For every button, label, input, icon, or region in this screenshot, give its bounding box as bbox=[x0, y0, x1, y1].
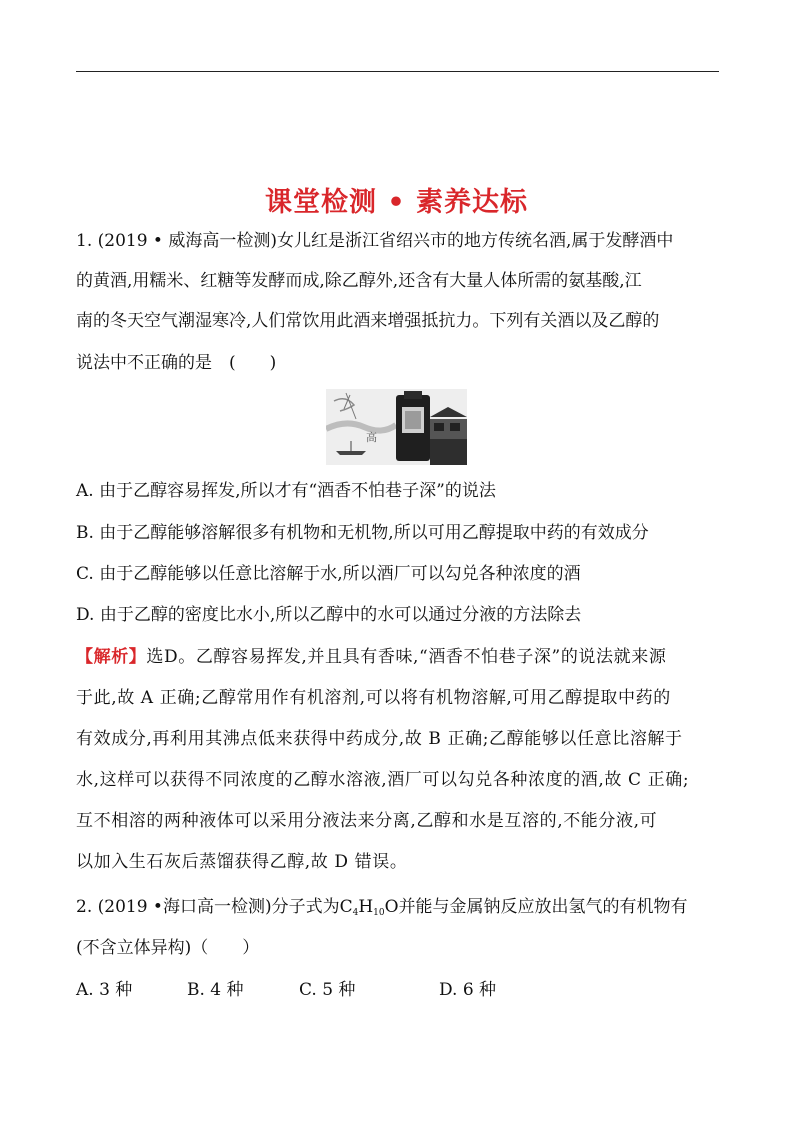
analysis-text: 选D。乙醇容易挥发,并且具有香味,“酒香不怕巷子深”的说法就来源 bbox=[146, 647, 667, 667]
analysis-tag: 【解析】 bbox=[76, 647, 147, 667]
q2-stem-line: (不含立体异构)（ ） bbox=[76, 938, 260, 958]
analysis-line: 于此,故 A 正确;乙醇常用作有机溶剂,可以将有机物溶解,可用乙醇提取中药的 bbox=[76, 688, 671, 708]
q2-stem-suffix: 并能与金属钠反应放出氢气的有机物有 bbox=[398, 897, 688, 917]
header-rule bbox=[76, 71, 719, 72]
q1-stem-line: 南的冬天空气潮湿寒冷,人们常饮用此酒来增强抵抗力。下列有关酒以及乙醇的 bbox=[76, 311, 660, 331]
analysis-line: 互不相溶的两种液体可以采用分液法来分离,乙醇和水是互溶的,不能分液,可 bbox=[76, 811, 658, 831]
wine-illustration bbox=[326, 389, 467, 465]
analysis-line: 有效成分,再利用其沸点低来获得中药成分,故 B 正确;乙醇能够以任意比溶解于 bbox=[76, 729, 683, 749]
formula-c: C bbox=[339, 897, 353, 917]
q2-option-b: B. 4 种 bbox=[187, 980, 244, 1000]
q1-stem-line: 1. (2019 • 威海高一检测)女儿红是浙江省绍兴市的地方传统名酒,属于发酵酒中 bbox=[76, 231, 674, 251]
formula-h-sub: 10 bbox=[373, 908, 385, 918]
q2-stem-line bbox=[76, 895, 688, 919]
page-title: 课堂检测 • 素养达标 bbox=[264, 187, 529, 218]
q1-option-c: C. 由于乙醇能够以任意比溶解于水,所以酒厂可以勾兑各种浓度的酒 bbox=[76, 564, 581, 584]
q2-option-d: D. 6 种 bbox=[439, 980, 497, 1000]
q1-stem-line: 的黄酒,用糯米、红糖等发酵而成,除乙醇外,还含有大量人体所需的氨基酸,江 bbox=[76, 271, 642, 291]
q1-option-b: B. 由于乙醇能够溶解很多有机物和无机物,所以可用乙醇提取中药的有效成分 bbox=[76, 523, 649, 543]
q1-option-d: D. 由于乙醇的密度比水小,所以乙醇中的水可以通过分液的方法除去 bbox=[76, 605, 582, 625]
q2-stem-prefix: 2. (2019 •海口高一检测)分子式为 bbox=[76, 897, 340, 917]
nuer-hong-wine-image bbox=[326, 389, 467, 465]
analysis-line: 水,这样可以获得不同浓度的乙醇水溶液,酒厂可以勾兑各种浓度的酒,故 C 正确; bbox=[76, 770, 690, 790]
analysis-line: 以加入生石灰后蒸馏获得乙醇,故 D 错误。 bbox=[76, 852, 408, 872]
figure-label: 高 bbox=[366, 431, 377, 444]
formula-o: O bbox=[384, 897, 399, 917]
analysis-line-1 bbox=[76, 645, 666, 669]
formula-h: H bbox=[358, 897, 374, 917]
q1-stem-line: 说法中不正确的是 ( ) bbox=[76, 353, 277, 373]
q2-option-c: C. 5 种 bbox=[299, 980, 356, 1000]
formula-c-sub: 4 bbox=[352, 908, 359, 918]
q2-option-a: A. 3 种 bbox=[76, 980, 133, 1000]
q1-option-a: A. 由于乙醇容易挥发,所以才有“酒香不怕巷子深”的说法 bbox=[76, 481, 496, 501]
